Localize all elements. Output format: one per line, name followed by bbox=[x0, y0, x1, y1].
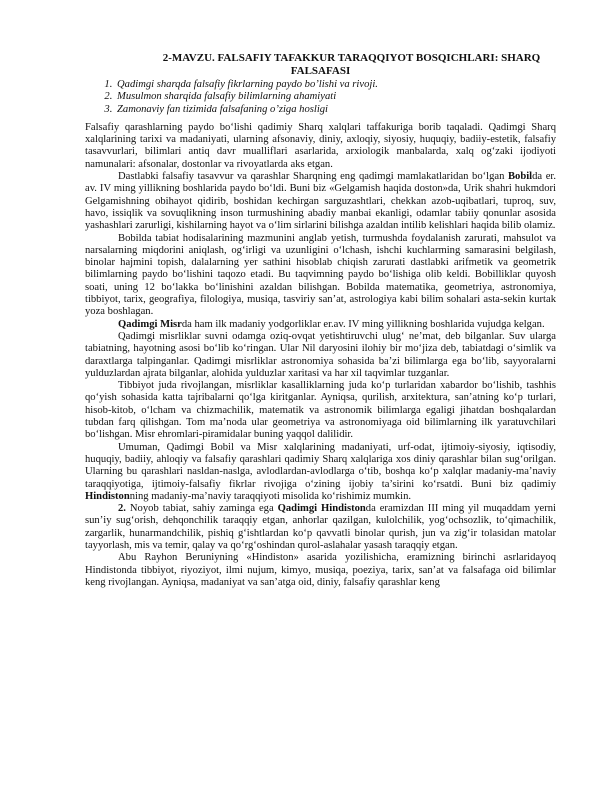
paragraph-intro: Falsafiy qarashlarning paydo bo‘lishi qadimiy Sharq xalqlari taffakuriga borib taqaladi. Qadimgi Sharq xalqlarining tarixi va madaniyati, ularning afsonaviy, diniy, axloqiy, siyosiy, huquqiy, badiiy-estetik, falsafiy tasavvurlari, bilimlari antiq davr mualliflari asarlarida, arxiologik manbalarda, xalq og‘zaki ijodiyoti namunalari: afsonalar, dostonlar va rivoyatlarda aks etgan. bbox=[85, 121, 556, 170]
paragraph-summary bbox=[85, 442, 556, 503]
plan-item: 3. Zamonaviy fan tizimida falsafaning o’ziga hosligi bbox=[115, 104, 556, 116]
paragraph-text: Noyob tabiat, sahiy zaminga ega bbox=[125, 503, 278, 515]
document-page bbox=[85, 52, 556, 589]
term-qadimgi-misr: Qadimgi Misr bbox=[118, 318, 182, 330]
paragraph-text: da ham ilk madaniy yodgorliklar er.av. IV ming yillikning boshlarida vujudga kelgan. bbox=[181, 318, 545, 330]
paragraph-babylon-science: Bobilda tabiat hodisalarining mazmunini anglab yetish, turmushda foydalanish zarurati, mahsulot va narsalarning miqdorini aniqlash, og‘irligi va uzunligini o‘lchash, ishchi kuchlarming samarasini belgilash, binolar hajmini topish, dalalarning yer sathini hisoblab chiqish zarurati dastlabki arifmetik va geometrik bilimlarning paydo bo‘lishini taqozo etadi. Bu taqvimning paydo bo‘lishiga olib keldi. Bobilliklar quyosh soati, uning 12 bo‘lakka bo‘linishini azaldan bilishgan. Bobilda matematika, geometriya, astronomiya, tibbiyot, tarix, geografiya, filologiya, musiqa, tasviriy san’at, astrologiya kabi bilim sohalari asta-sekin kurtak yoza boshlagan. bbox=[85, 232, 556, 318]
term-hindiston: Hindiston bbox=[85, 490, 130, 502]
paragraph-beruni: Abu Rayhon Beruniyning «Hindiston» asarida yozilishicha, eramizning birinchi asrlaridayoq Hindistonda tibbiyot, riyoziyot, ilmi nujum, kimyo, musiqa, poeziya, tarix, san’at va falsafaga oid bilimlar keng rivojlangan. Ayniqsa, madaniyat va san’atga oid, diniy, falsafiy qarashlar keng bbox=[85, 552, 556, 588]
paragraph-egypt-water: Qadimgi misrliklar suvni odamga oziq-ovqat yetishtiruvchi ulug‘ ne’mat, deb bilganlar. Suv ularga tabiatning, hayotning asosi bo‘lib ko‘ringan. Ular Nil daryosini ilohiy bir mo‘jiza deb, tabiatdagi o‘simlik va daraxtlarga talpinganlar. Qadimgi misrliklar astronomiya sohasida ba’zi bilimlarga ega bo‘lib, sayyoralarni yulduzlardan ajrata bilganlar, alohida yulduzlar xaritasi va har xil taqvimlar tuzganlar. bbox=[85, 330, 556, 379]
title-line-2: FALSAFASI bbox=[290, 64, 351, 77]
section-number: 2. bbox=[118, 503, 126, 515]
document-title bbox=[85, 52, 556, 77]
paragraph-babylon bbox=[85, 171, 556, 232]
plan-item: 2. Musulmon sharqida falsafiy bilimlarning ahamiyati bbox=[115, 91, 556, 103]
paragraph-india bbox=[85, 503, 556, 552]
paragraph-text: Umuman, Qadimgi Bobil va Misr xalqlarining madaniyati, urf-odat, ijtimoiy-siyosiy, iqtisodiy, huquqiy, badiiy, ahloqiy va falsafiy qarashlari qadimiy Sharq xalqlariga xos diniy qarashlar bilan sug‘orilgan. Ularning bu qarashlari nasldan-naslga, avlodlardan-avlodlarga o‘tib, boshqa ko‘p xalqlar madaniy-ma’naviy taraqqiyotiga, ijtimoiy-falsafiy fikrlar rivojiga o‘zining ijobiy ta’sirini ko‘rsatdi. Buni biz qadimiy bbox=[85, 441, 556, 490]
paragraph-egypt bbox=[85, 319, 556, 331]
topic-plan-list bbox=[85, 79, 556, 116]
paragraph-text: Dastlabki falsafiy tasavvur va qarashlar Sharqning eng qadimgi mamlakatlaridan bo‘lgan bbox=[118, 171, 508, 183]
paragraph-egypt-medicine: Tibbiyot juda rivojlangan, misrliklar kasalliklarning juda ko‘p turlaridan xabardor bo‘lishib, tashhis qo‘yish sohasida katta tajribalarni qo‘lga kiritganlar. Ayniqsa, qurilish, arxitektura, san’atning ko‘p turlari, hisob-kitob, o‘lcham va chizmachilik, matematik va astronomik bilimlarga egaligi jihatdan boshqalardan tubdan farq qilishgan. Tom ma’noda ular geometriya va astronomiyaga oid bilimlarning ilk yaratuvchilari bo‘lishgan. Misr ehromlari-piramidalar buning yaqqol dalilidir. bbox=[85, 380, 556, 441]
paragraph-text: ning madaniy-ma’naviy taraqqiyoti misolida ko‘rishimiz mumkin. bbox=[129, 490, 412, 502]
title-line-1: 2-MAVZU. FALSAFIY TAFAKKUR TARAQQIYOT BOSQICHLARI: SHARQ bbox=[162, 52, 541, 64]
term-bobil: Bobil bbox=[507, 171, 533, 183]
paragraph-text: da eramizdan III ming yil muqaddam yerni sun’iy sug‘orish, dehqonchilik taraqqiy etgan, anhorlar qazilgan, kulolchilik, yog‘ochsozlik, to‘qimachilik, zargarlik, hunarmandchilik, pishiq g‘ishtlardan ko‘p qavvatli binolar qurish, jun va zig‘ir tolasidan matolar tayyorlash, mis va temir, qalay va qo‘rg‘oshindan qurol-aslahalar yasash taraqqiy etgan. bbox=[85, 503, 556, 551]
term-qadimgi-hindiston: Qadimgi Hindiston bbox=[277, 503, 366, 515]
paragraph-text: da er. av. IV ming yillikning boshlarida paydo bo‘ldi. Buni biz «Gelgamish haqida doston»da, Urik shahri hukmdori Gelgamishning obihayot qidirib, boshidan kechirgan sarguzashtlari, chekkan azob-uqibatlari, tuproq, suv, havo, issiqlik va sovuqlikning inson turmushining abadiy manbai ekanligi, odamlar tabiiy qonunlar asosida yashashlari zarurligi, kishilarning hayot va o‘lim sirlarini bilishga azaldan intilib kelishlari haqida bilib olamiz. bbox=[85, 171, 556, 232]
plan-item: 1. Qadimgi sharqda falsafiy fikrlarning paydo bo’lishi va rivoji. bbox=[115, 79, 556, 91]
